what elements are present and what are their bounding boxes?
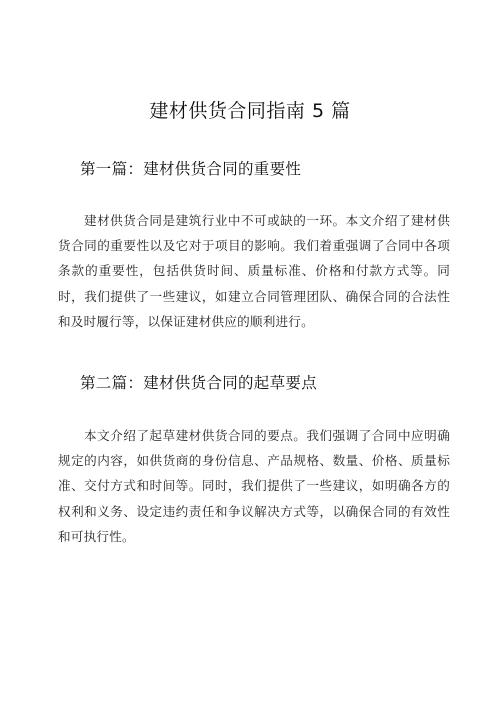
section-1-body: 建材供货合同是建筑行业中不可或缺的一环。本文介绍了建材供货合同的重要性以及它对于项目的影响。我们着重强调了合同中各项条款的重要性，包括供货时间、质量标准、价格和付款方式等。同时，我们提供了一些建议，如建立合同管理团队、确保合同的合法性和及时履行等，以保证建材供应的顺利进行。 (58, 213, 450, 329)
document-title: 建材供货合同指南 5 篇 (149, 100, 351, 122)
section-1-heading: 第一篇：建材供货合同的重要性 (80, 160, 302, 178)
section-2-heading: 第二篇：建材供货合同的起草要点 (80, 374, 318, 392)
section-2-body: 本文介绍了起草建材供货合同的要点。我们强调了合同中应明确规定的内容，如供货商的身份信息、产品规格、数量、价格、质量标准、交付方式和时间等。同时，我们提供了一些建议，如明确各方的权利和义务、设定违约责任和争议解决方式等，以确保合同的有效性和可执行性。 (58, 428, 450, 544)
